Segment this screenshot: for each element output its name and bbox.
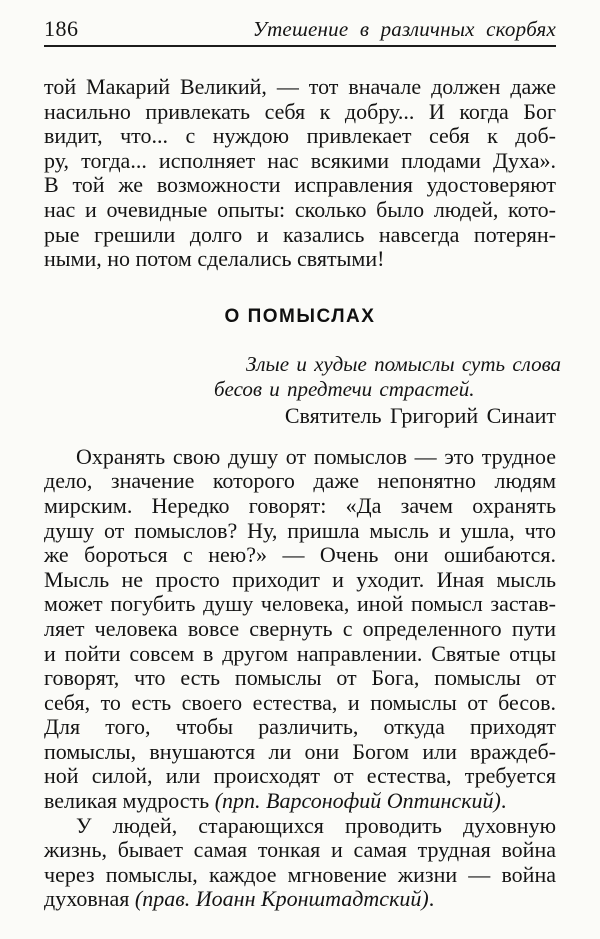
body-line [44,568,556,593]
body-text: говорят, что есть помыслы от Бога, помыслы от [44,665,556,691]
body-line [44,838,556,863]
body-text: великая мудрость [44,788,215,814]
body-line [44,198,556,223]
epigraph [214,351,562,428]
body-text: насильно привлекать себя к добру... И когда Бог [44,98,556,124]
running-title: Утешение в различных скорбях [252,17,556,41]
body-line [44,124,556,149]
section-heading: О ПОМЫСЛАХ [224,305,376,327]
body-line [44,100,556,125]
body-text: себя, то есть своего естества, и помыслы от бесов. [44,689,556,715]
body-line [44,691,556,716]
body-line [44,445,556,470]
body-text: Мысль не просто приходит и уходит. Иная мысль [44,566,556,592]
body-line [44,740,556,765]
body-text: душу от помыслов? Ну, пришла мысль и ушла, что [44,517,556,543]
main-paragraph-1 [44,445,556,814]
body-line [44,715,556,740]
body-line [44,666,556,691]
body-line [44,543,556,568]
body-text: жизнь, бывает самая тонкая и самая трудная война [44,837,556,863]
body-text: ру, тогда... исполняет нас всякими плодами Духа». [44,147,556,173]
body-text: нас и очевидные опыты: сколько было людей, кото- [44,196,556,222]
body-text: той Макарий Великий, — тот вначале должен даже [44,74,556,99]
source-citation: (прав. Иоанн Кронштадтский) [134,886,429,912]
body-line [44,789,556,814]
body-text: Охранять свою душу от помыслов — это трудное [76,443,556,469]
page-number: 186 [44,16,79,41]
body-line [44,592,556,617]
body-line [44,75,556,100]
body-text: ной силой, или происходят от естества, требуется [44,763,556,789]
epigraph-line: Злые и худые помыслы суть слова [246,351,562,376]
body-text: дело, значение которого даже непонятно людям [44,468,556,494]
body-text: через помыслы, каждое мгновение жизни — война [44,861,556,887]
epigraph-attribution: Святитель Григорий Синаит [284,402,556,428]
body-text: . [428,886,435,912]
body-text: может погубить душу человека, иной помысл застав- [44,591,556,617]
body-line [44,887,556,912]
epigraph-line: бесов и предтечи страстей. [214,377,475,402]
source-citation: (прп. Варсонофий Оптинский) [214,788,501,814]
body-text: духовная [44,886,135,912]
body-text: мирским. Нередко говорят: «Да зачем охранять [44,492,556,518]
body-line [44,863,556,888]
body-text: В той же возможности исправления удостоверяют [44,172,556,198]
body-text: рые грешили долго и казались навсегда потерян- [44,221,556,247]
page-header [44,16,556,47]
body-text: помыслы, внушаются ли они Богом или враждеб- [44,738,556,764]
body-line [44,642,556,667]
body-text: . [500,788,507,814]
body-line [44,617,556,642]
intro-paragraph [44,75,556,272]
body-line [44,247,556,272]
page-body [44,74,562,912]
main-paragraph-2 [44,814,556,912]
body-line [44,469,556,494]
body-line [44,494,556,519]
body-line [44,519,556,544]
body-text: Для того, чтобы различить, откуда приходят [44,714,556,740]
body-line [44,764,556,789]
body-text: ляет человека вовсе свернуть с определенного пути [44,615,556,641]
body-text: У людей, старающихся проводить духовную [76,812,556,838]
body-text: же бороться с нею?» — Очень они ошибаются. [44,542,556,568]
body-line [44,223,556,248]
body-text: ными, но потом сделались святыми! [44,246,385,272]
body-line [44,149,556,174]
body-line [44,173,556,198]
body-text: видит, что... с нуждою привлекает себя к доб- [44,123,556,149]
body-line [44,814,556,839]
body-text: и пойти совсем в другом направлении. Святые отцы [44,640,556,666]
